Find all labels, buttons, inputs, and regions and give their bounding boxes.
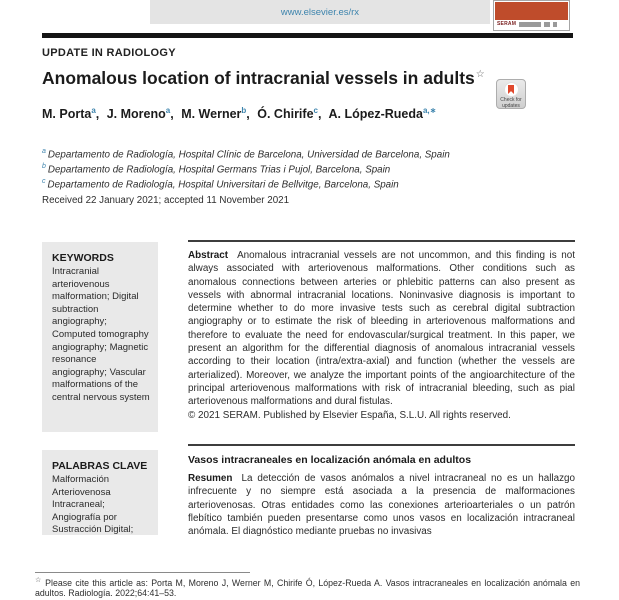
affiliation-text: Departamento de Radiología, Hospital Germans Trias i Pujol, Barcelona, Spain: [47, 164, 391, 176]
abstract-section: [188, 249, 575, 422]
badge-line2: updates: [502, 102, 520, 109]
check-for-updates-badge[interactable]: [496, 79, 526, 109]
author-name: Ó. Chirife: [257, 107, 314, 122]
affiliation-text: Departamento de Radiología, Hospital Clínic de Barcelona, Universidad de Barcelona, Spain: [47, 149, 450, 161]
publisher-logo-mark: [519, 22, 541, 27]
seram-logo: SERAM: [497, 21, 517, 27]
badge-line1: Check for: [500, 97, 522, 103]
author-affiliation-sup: c: [313, 106, 318, 115]
elsevier-site-link[interactable]: www.elsevier.es/rx: [280, 6, 360, 18]
abstract-top-rule: [188, 240, 575, 242]
author-affiliation-sup: b: [241, 106, 247, 115]
spanish-title: Vasos intracraneales en localización anómala en adultos: [188, 454, 472, 466]
abstract-text: Anomalous intracranial vessels are not uncommon, and this finding is not always associated with arteriovenous malformations. Other conditions such as anomalous connections between arteries or phlebitic patterns can also present as vessels with abnormal intracranial locations. Noninvasive diagnosis is important to determine whether to do more invasive tests such as cerebral digital subtraction angiography or to estimate the risk of bleeding in arteriovenous malformations and therefore to evaluate the need for endovascular/surgical treatment. In this paper, we present an algorithm for the differential diagnosis of anomalous intracranial vessels according to their location (intra/extra-axial) and function (whether the vessels are arterialized). Moreover, we analyze the important points of the angioarchitecture of the principal arteriovenous malformations with risk of intracranial bleeding, such as pial arteriovenous malformations and dural fistulas.: [188, 250, 575, 408]
author-name: J. Moreno: [106, 107, 166, 122]
footnote-rule: [35, 572, 250, 573]
author: [42, 107, 103, 121]
received-accepted-dates: Received 22 January 2021; accepted 11 November 2021: [42, 195, 290, 206]
resumen-label: Resumen: [188, 473, 233, 484]
footnote-text: Please cite this article as: Porta M, Moreno J, Werner M, Chirife Ó, López-Rueda A. Vasos intracraneales en localización anómala en adultos. Radiología. 2022;64:41–53.: [35, 577, 580, 599]
footnote-star-icon: ☆: [35, 577, 43, 584]
article-title-text: Anomalous location of intracranial vessels in adults: [42, 68, 475, 88]
publisher-logo-mark: [553, 22, 557, 27]
affiliation-text: Departamento de Radiología, Hospital Universitari de Bellvitge, Barcelona, Spain: [47, 178, 399, 190]
affiliation-sup: c: [42, 177, 46, 185]
author-separator: ,: [246, 107, 250, 122]
author: [328, 107, 436, 121]
palabras-clave-list: Malformación Arteriovenosa Intracraneal; Angiografía por Sustracción Digital;: [52, 474, 134, 536]
palabras-clave-box: [42, 450, 158, 535]
author-separator: ,: [95, 107, 100, 122]
keywords-heading: KEYWORDS: [52, 252, 114, 264]
author-affiliation-sup: a: [91, 106, 96, 115]
author: [107, 107, 178, 121]
affiliation-line: [42, 161, 450, 176]
author: [257, 107, 325, 121]
crossmark-icon: [504, 82, 519, 97]
author-affiliation-sup: a,∗: [422, 106, 437, 115]
author-name: M. Porta: [42, 107, 92, 122]
spanish-section-rule: [188, 444, 575, 446]
abstract-label: Abstract: [188, 250, 229, 261]
affiliation-line: [42, 176, 450, 191]
author-separator: ,: [317, 107, 322, 122]
journal-cover-logos: [494, 21, 569, 27]
author: [181, 107, 254, 121]
resumen-text: La detección de vasos anómalos a nivel intracraneal no es un hallazgo infrecuente y no siempre está asociada a la presencia de malformaciones arteriovenosas. Otras entidades como las conexiones arterioarteriales o un patrón flebítico también pueden presentarse como unos vasos en localización intracraneal anómala. El diagnóstico mediante pruebas no invasivas: [188, 473, 575, 538]
abstract-paragraph: [188, 249, 575, 409]
author-separator: ,: [170, 107, 174, 122]
top-banner: [150, 0, 490, 24]
journal-cover-thumbnail: [493, 0, 570, 31]
header-divider-rule: [42, 33, 573, 38]
keywords-list: Intracranial arteriovenous malformation; Digital subtraction angiography; Computed tomography angiography; Magnetic resonance angiography; Vascular malformations of the central nervous system: [52, 266, 150, 403]
copyright-line: © 2021 SERAM. Published by Elsevier España, S.L.U. All rights reserved.: [188, 409, 511, 421]
palabras-clave-heading: PALABRAS CLAVE: [52, 460, 148, 472]
section-label: UPDATE IN RADIOLOGY: [42, 47, 176, 59]
crossmark-ribbon-icon: [508, 85, 514, 94]
journal-cover-image: [495, 2, 568, 20]
resumen-section: [188, 472, 575, 538]
article-title: [42, 68, 485, 89]
author-affiliation-sup: a: [165, 106, 171, 115]
author-name: M. Werner: [181, 107, 242, 122]
affiliation-line: [42, 146, 450, 161]
publisher-logo-mark: [544, 22, 550, 27]
keywords-box: [42, 242, 158, 432]
author-list: [42, 106, 436, 121]
affiliation-sup: b: [42, 162, 46, 170]
affiliation-list: [42, 146, 450, 190]
title-footnote-star-icon: ☆: [475, 69, 485, 81]
affiliation-sup: a: [42, 148, 46, 155]
check-for-updates-label: [497, 98, 525, 109]
author-name: A. López-Rueda: [328, 107, 423, 122]
citation-footnote: [35, 576, 580, 599]
